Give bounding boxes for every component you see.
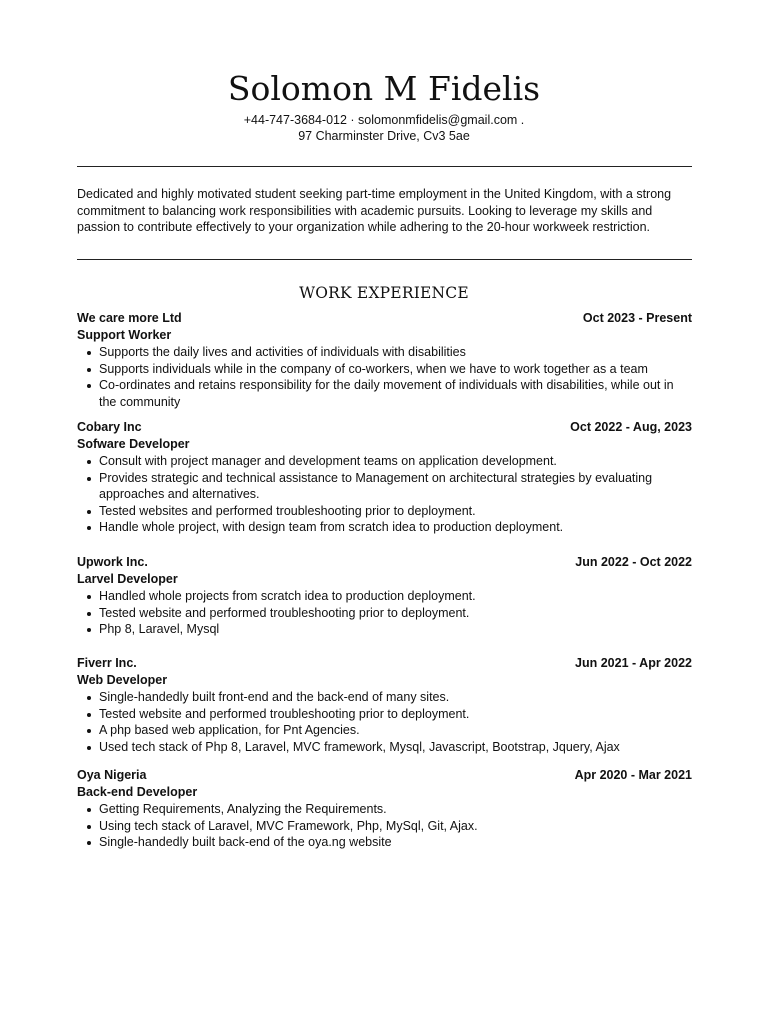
job-role: Back-end Developer xyxy=(77,785,198,799)
job-entry xyxy=(77,310,692,410)
job-bullet: Provides strategic and technical assistance to Management on architectural strategies by evaluating approaches and alternatives. xyxy=(99,470,692,503)
job-dates: Apr 2020 - Mar 2021 xyxy=(574,768,692,782)
job-bullet: Getting Requirements, Analyzing the Requirements. xyxy=(99,801,692,818)
job-dates: Oct 2023 - Present xyxy=(582,311,692,325)
job-bullets xyxy=(77,588,692,638)
job-bullets xyxy=(77,689,692,755)
job-entry xyxy=(77,554,692,638)
job-header xyxy=(77,554,692,571)
professional-summary: Dedicated and highly motivated student seeking part-time employment in the United Kingdom, with a strong commitment to balancing work responsibilities with academic pursuits. Looking to leverage my skills and passion to contribute effectively to your organization while adhering to the 20-hour workweek restriction. xyxy=(77,187,672,234)
job-dates: Jun 2022 - Oct 2022 xyxy=(575,555,692,569)
job-company: Cobary Inc xyxy=(77,420,142,434)
candidate-name: Solomon M Fidelis xyxy=(227,69,541,108)
job-company: Oya Nigeria xyxy=(77,768,147,782)
job-company: Upwork Inc. xyxy=(77,555,148,569)
job-bullets xyxy=(77,801,692,851)
job-role: Sofware Developer xyxy=(77,437,190,451)
job-dates: Jun 2021 - Apr 2022 xyxy=(575,656,692,670)
summary-divider xyxy=(77,259,692,260)
job-entry xyxy=(77,419,692,536)
job-role: Larvel Developer xyxy=(77,572,178,586)
contact-line: +44-747-3684-012 · solomonmfidelis@gmail.com . xyxy=(243,113,525,127)
address-line: 97 Charminster Drive, Cv3 5ae xyxy=(298,129,470,143)
job-entry xyxy=(77,767,692,851)
job-bullet: Using tech stack of Laravel, MVC Framework, Php, MySql, Git, Ajax. xyxy=(99,818,692,835)
job-header xyxy=(77,767,692,784)
job-bullet: Tested website and performed troubleshooting prior to deployment. xyxy=(99,706,692,723)
job-company: We care more Ltd xyxy=(77,311,182,325)
job-company: Fiverr Inc. xyxy=(77,656,137,670)
job-bullets xyxy=(77,453,692,536)
job-bullet: Consult with project manager and development teams on application development. xyxy=(99,453,692,470)
job-bullet: Handled whole projects from scratch idea to production deployment. xyxy=(99,588,692,605)
job-header xyxy=(77,310,692,327)
job-bullet: Handle whole project, with design team from scratch idea to production deployment. xyxy=(99,519,692,536)
job-bullet: A php based web application, for Pnt Agencies. xyxy=(99,722,692,739)
job-bullet: Single-handedly built front-end and the back-end of many sites. xyxy=(99,689,692,706)
header-divider xyxy=(77,166,692,167)
job-role: Support Worker xyxy=(77,328,172,342)
job-bullet: Supports individuals while in the company of co-workers, when we have to work together as a team xyxy=(99,361,692,378)
work-experience-heading: WORK EXPERIENCE xyxy=(299,284,469,302)
job-header xyxy=(77,419,692,436)
job-bullets xyxy=(77,344,692,410)
job-bullet: Tested website and performed troubleshooting prior to deployment. xyxy=(99,605,692,622)
job-bullet: Co-ordinates and retains responsibility for the daily movement of individuals with disabilities, while out in the community xyxy=(99,377,692,410)
job-entry xyxy=(77,655,692,755)
job-role: Web Developer xyxy=(77,673,168,687)
job-header xyxy=(77,655,692,672)
job-bullet: Used tech stack of Php 8, Laravel, MVC framework, Mysql, Javascript, Bootstrap, Jquery, Ajax xyxy=(99,739,692,756)
job-bullet: Php 8, Laravel, Mysql xyxy=(99,621,692,638)
job-bullet: Single-handedly built back-end of the oya.ng website xyxy=(99,834,692,851)
job-dates: Oct 2022 - Aug, 2023 xyxy=(570,420,692,434)
job-bullet: Tested websites and performed troubleshooting prior to deployment. xyxy=(99,503,692,520)
job-bullet: Supports the daily lives and activities of individuals with disabilities xyxy=(99,344,692,361)
